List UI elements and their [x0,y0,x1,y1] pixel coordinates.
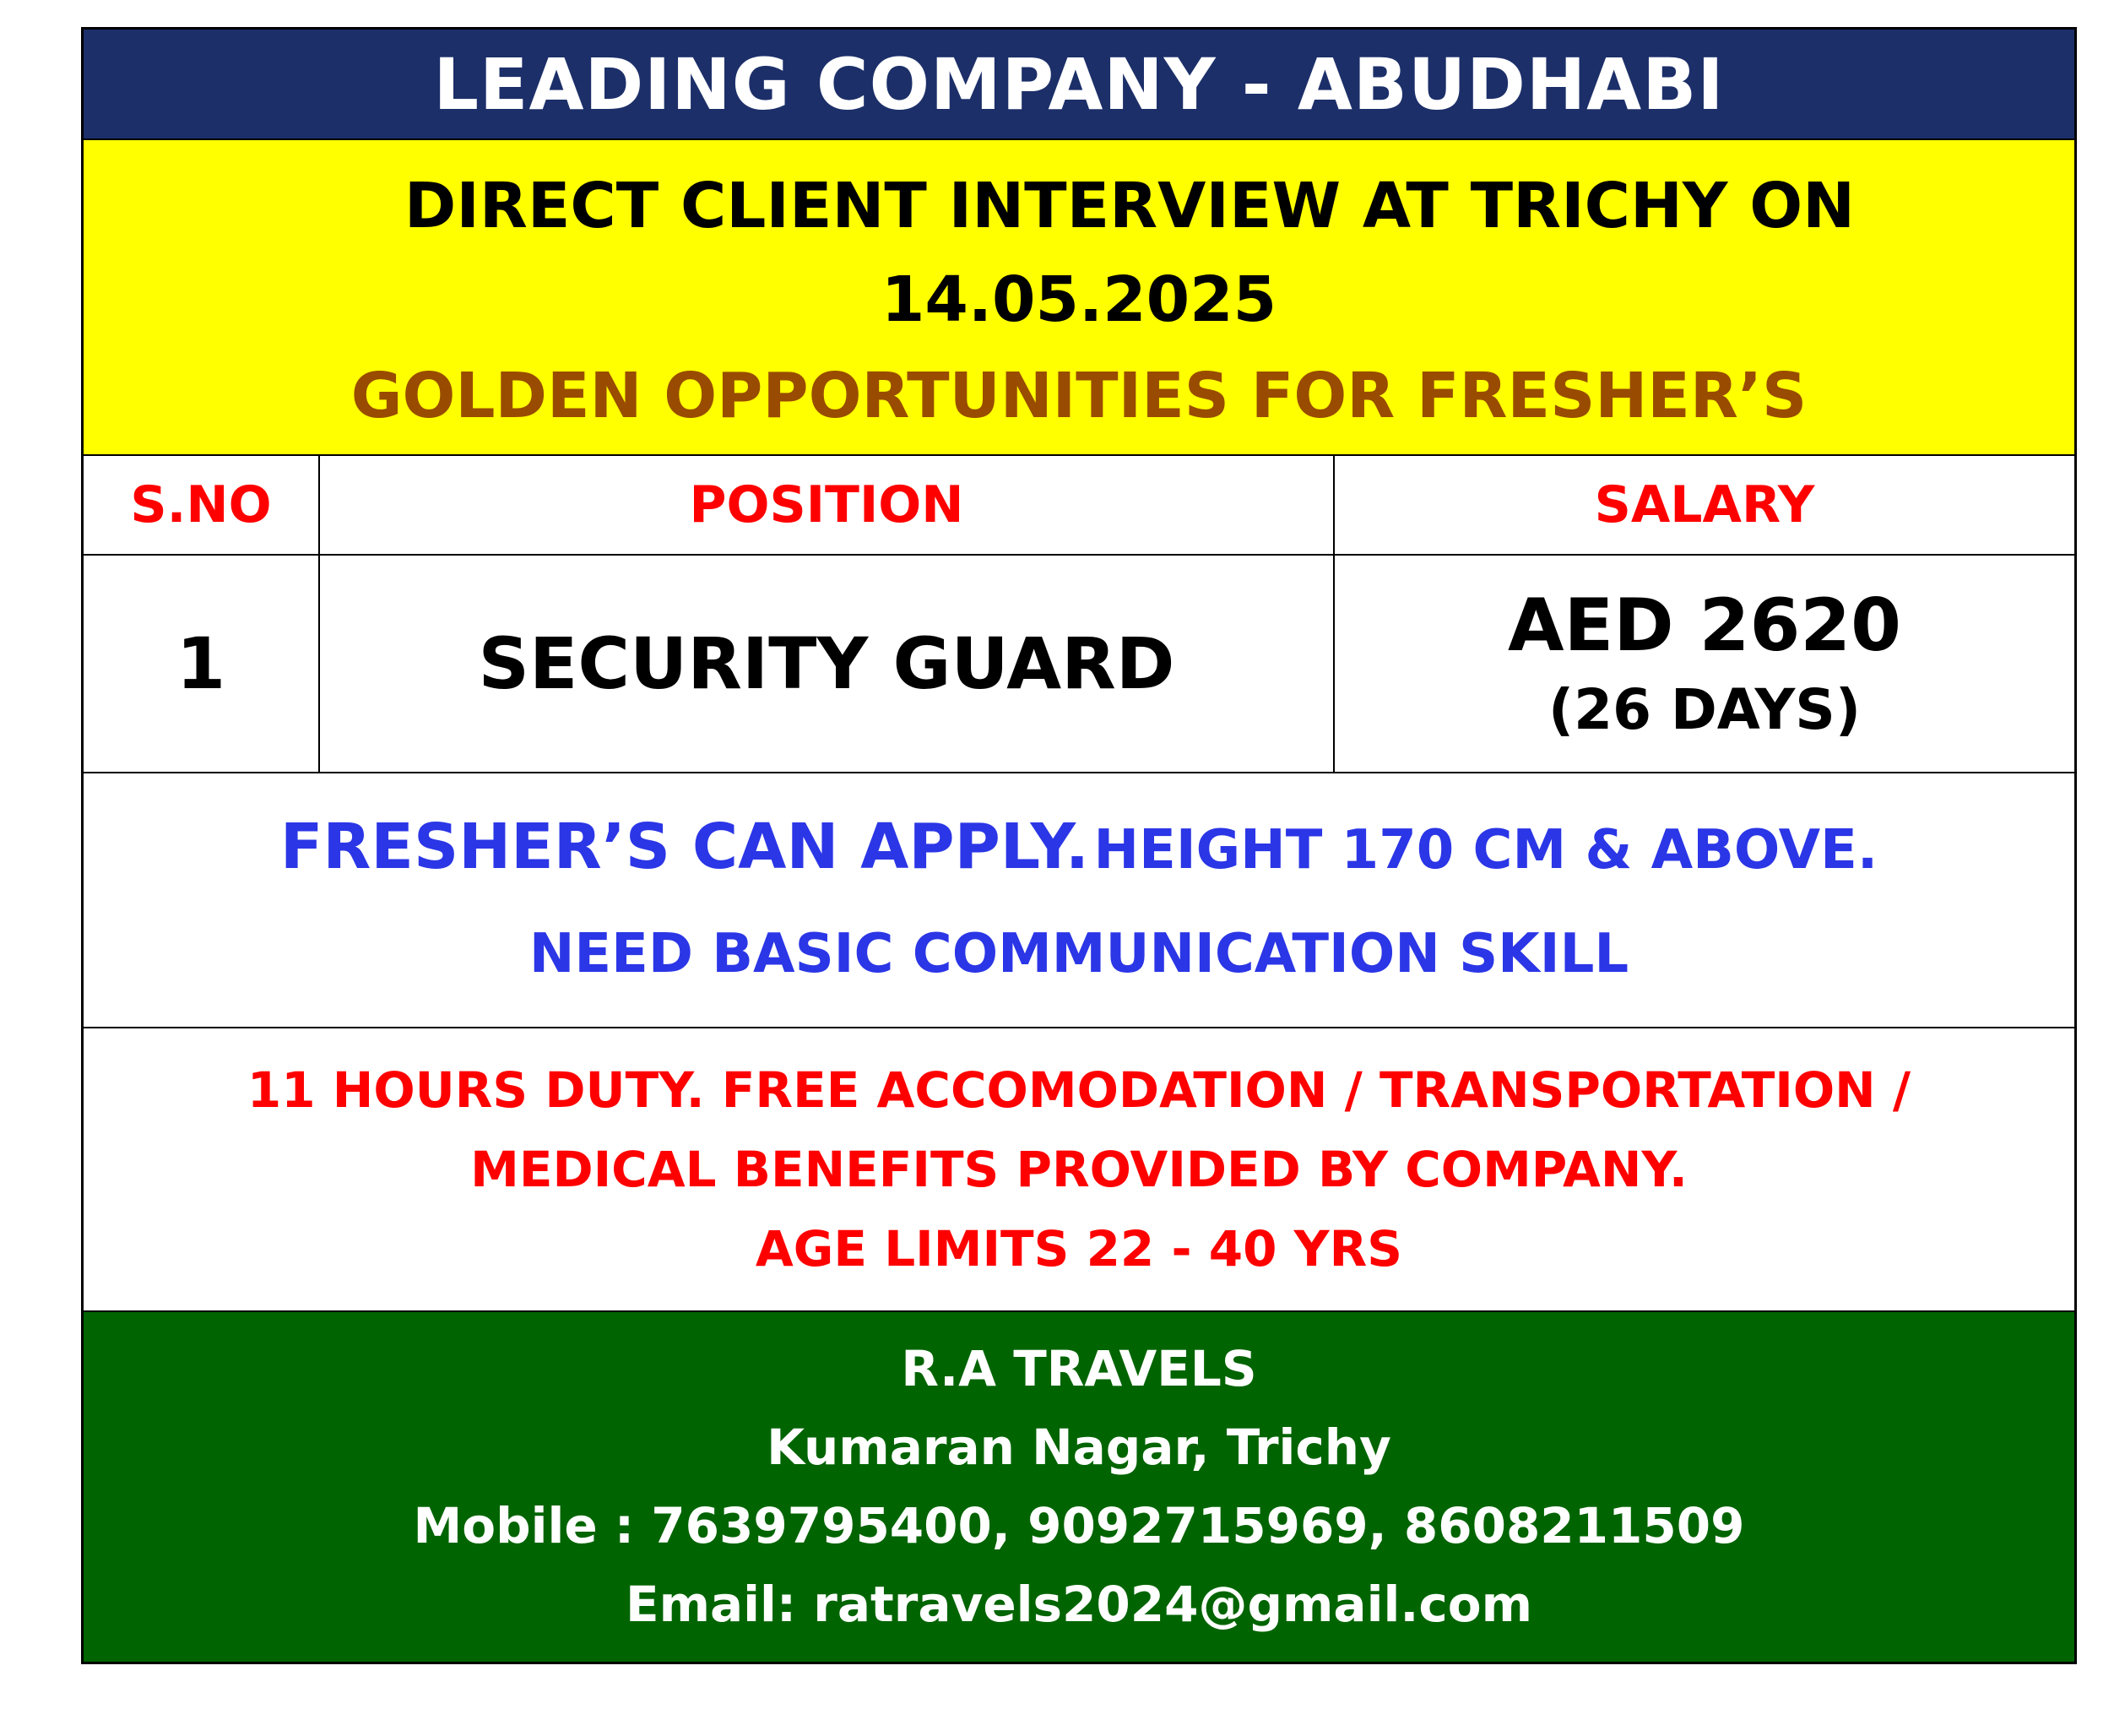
golden-opportunities-text: GOLDEN OPPORTUNITIES FOR FRESHER’S [350,360,1808,432]
requirements-line [84,801,2074,909]
benefits-section [84,1028,2074,1312]
duty-hours-text: 11 HOURS DUTY. FREE ACCOMODATION / TRANSPORTATION / [247,1061,1911,1119]
column-header-label: POSITION [689,475,964,534]
column-header-label: S.NO [130,475,272,534]
company-name: R.A TRAVELS [901,1340,1257,1397]
email-address: Email: ratravels2024@gmail.com [625,1576,1533,1633]
company-address: Kumaran Nagar, Trichy [767,1419,1391,1476]
column-header-position [320,456,1335,554]
freshers-can-apply-text: FRESHER’S CAN APPLY. [279,811,1089,883]
interview-banner [84,140,2074,456]
requirements-section [84,773,2074,1028]
interview-line: DIRECT CLIENT INTERVIEW AT TRICHY ON [404,170,1856,242]
table-header-row [84,456,2074,556]
cell-salary [1335,556,2074,772]
cell-sno [84,556,320,772]
column-header-label: SALARY [1594,475,1815,534]
mobile-numbers: Mobile : 7639795400, 9092715969, 8608211509 [413,1497,1745,1554]
age-limit-text: AGE LIMITS 22 - 40 YRS [755,1220,1403,1278]
job-advertisement [81,27,2077,1664]
cell-position [320,556,1335,772]
height-requirement-text: HEIGHT 170 CM & ABOVE. [1093,819,1878,882]
page-title: LEADING COMPANY - ABUDHABI [433,42,1725,126]
medical-benefits-text: MEDICAL BENEFITS PROVIDED BY COMPANY. [470,1141,1688,1198]
table-row [84,556,2074,773]
column-header-salary [1335,456,2074,554]
communication-skill-text: NEED BASIC COMMUNICATION SKILL [528,923,1629,985]
salary-amount: AED 2620 [1508,583,1901,668]
position-name: SECURITY GUARD [478,622,1175,705]
contact-section [84,1312,2074,1662]
title-banner [84,30,2074,140]
column-header-sno [84,456,320,554]
serial-number: 1 [176,622,226,705]
salary-note: (26 DAYS) [1548,677,1862,742]
interview-date: 14.05.2025 [881,263,1277,336]
